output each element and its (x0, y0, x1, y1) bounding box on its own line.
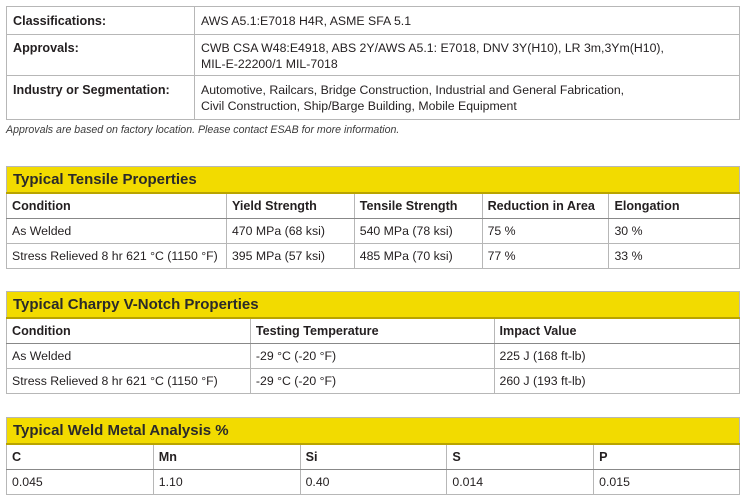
column-header: Mn (153, 444, 300, 470)
table-header-row (7, 318, 740, 344)
approvals-line: MIL-E-22200/1 MIL-7018 (201, 57, 338, 71)
weld-metal-analysis-table (6, 417, 740, 495)
approvals-row (7, 35, 740, 76)
column-header: Testing Temperature (250, 318, 494, 344)
column-header: S (447, 444, 594, 470)
column-header: C (7, 444, 154, 470)
table-cell: 470 MPa (68 ksi) (226, 219, 354, 244)
weld-title: Typical Weld Metal Analysis % (7, 418, 740, 444)
approvals-value (195, 35, 740, 76)
approvals-label: Approvals: (7, 35, 195, 76)
charpy-title: Typical Charpy V-Notch Properties (7, 292, 740, 318)
column-header: Yield Strength (226, 193, 354, 219)
table-title-row (7, 292, 740, 318)
charpy-properties-table (6, 291, 740, 394)
table-cell: As Welded (7, 344, 251, 369)
table-cell: 75 % (482, 219, 609, 244)
industry-value (195, 76, 740, 120)
tensile-title: Typical Tensile Properties (7, 167, 740, 193)
table-title-row (7, 167, 740, 193)
tensile-properties-table (6, 166, 740, 269)
table-cell: -29 °C (-20 °F) (250, 344, 494, 369)
table-cell: Stress Relieved 8 hr 621 °C (1150 °F) (7, 244, 227, 269)
table-cell: 225 J (168 ft-lb) (494, 344, 740, 369)
approvals-line: CWB CSA W48:E4918, ABS 2Y/AWS A5.1: E7018, DNV 3Y(H10), LR 3m,3Ym(H10), (201, 41, 664, 55)
table-cell: 395 MPa (57 ksi) (226, 244, 354, 269)
table-cell: 77 % (482, 244, 609, 269)
table-row (7, 219, 740, 244)
table-header-row (7, 193, 740, 219)
table-cell: 540 MPa (78 ksi) (354, 219, 482, 244)
table-cell: 0.015 (594, 470, 740, 495)
classification-table (6, 6, 740, 120)
table-title-row (7, 418, 740, 444)
classifications-row (7, 7, 740, 35)
industry-line: Automotive, Railcars, Bridge Construction, Industrial and General Fabrication, (201, 83, 625, 97)
table-cell: 485 MPa (70 ksi) (354, 244, 482, 269)
classifications-value: AWS A5.1:E7018 H4R, ASME SFA 5.1 (195, 7, 740, 35)
table-cell: 0.40 (300, 470, 447, 495)
approvals-note: Approvals are based on factory location. Please contact ESAB for more information. (6, 124, 400, 136)
column-header: P (594, 444, 740, 470)
column-header: Impact Value (494, 318, 740, 344)
industry-line: Civil Construction, Ship/Barge Building, Mobile Equipment (201, 99, 517, 113)
table-cell: -29 °C (-20 °F) (250, 369, 494, 394)
table-cell: As Welded (7, 219, 227, 244)
industry-row (7, 76, 740, 120)
table-cell: 0.045 (7, 470, 154, 495)
table-cell: 33 % (609, 244, 740, 269)
classifications-label: Classifications: (7, 7, 195, 35)
table-cell: Stress Relieved 8 hr 621 °C (1150 °F) (7, 369, 251, 394)
column-header: Condition (7, 318, 251, 344)
column-header: Si (300, 444, 447, 470)
table-row (7, 244, 740, 269)
table-row (7, 470, 740, 495)
column-header: Reduction in Area (482, 193, 609, 219)
table-row (7, 369, 740, 394)
table-cell: 0.014 (447, 470, 594, 495)
table-cell: 1.10 (153, 470, 300, 495)
industry-label: Industry or Segmentation: (7, 76, 195, 120)
column-header: Tensile Strength (354, 193, 482, 219)
table-header-row (7, 444, 740, 470)
table-row (7, 344, 740, 369)
column-header: Condition (7, 193, 227, 219)
column-header: Elongation (609, 193, 740, 219)
table-cell: 30 % (609, 219, 740, 244)
table-cell: 260 J (193 ft-lb) (494, 369, 740, 394)
